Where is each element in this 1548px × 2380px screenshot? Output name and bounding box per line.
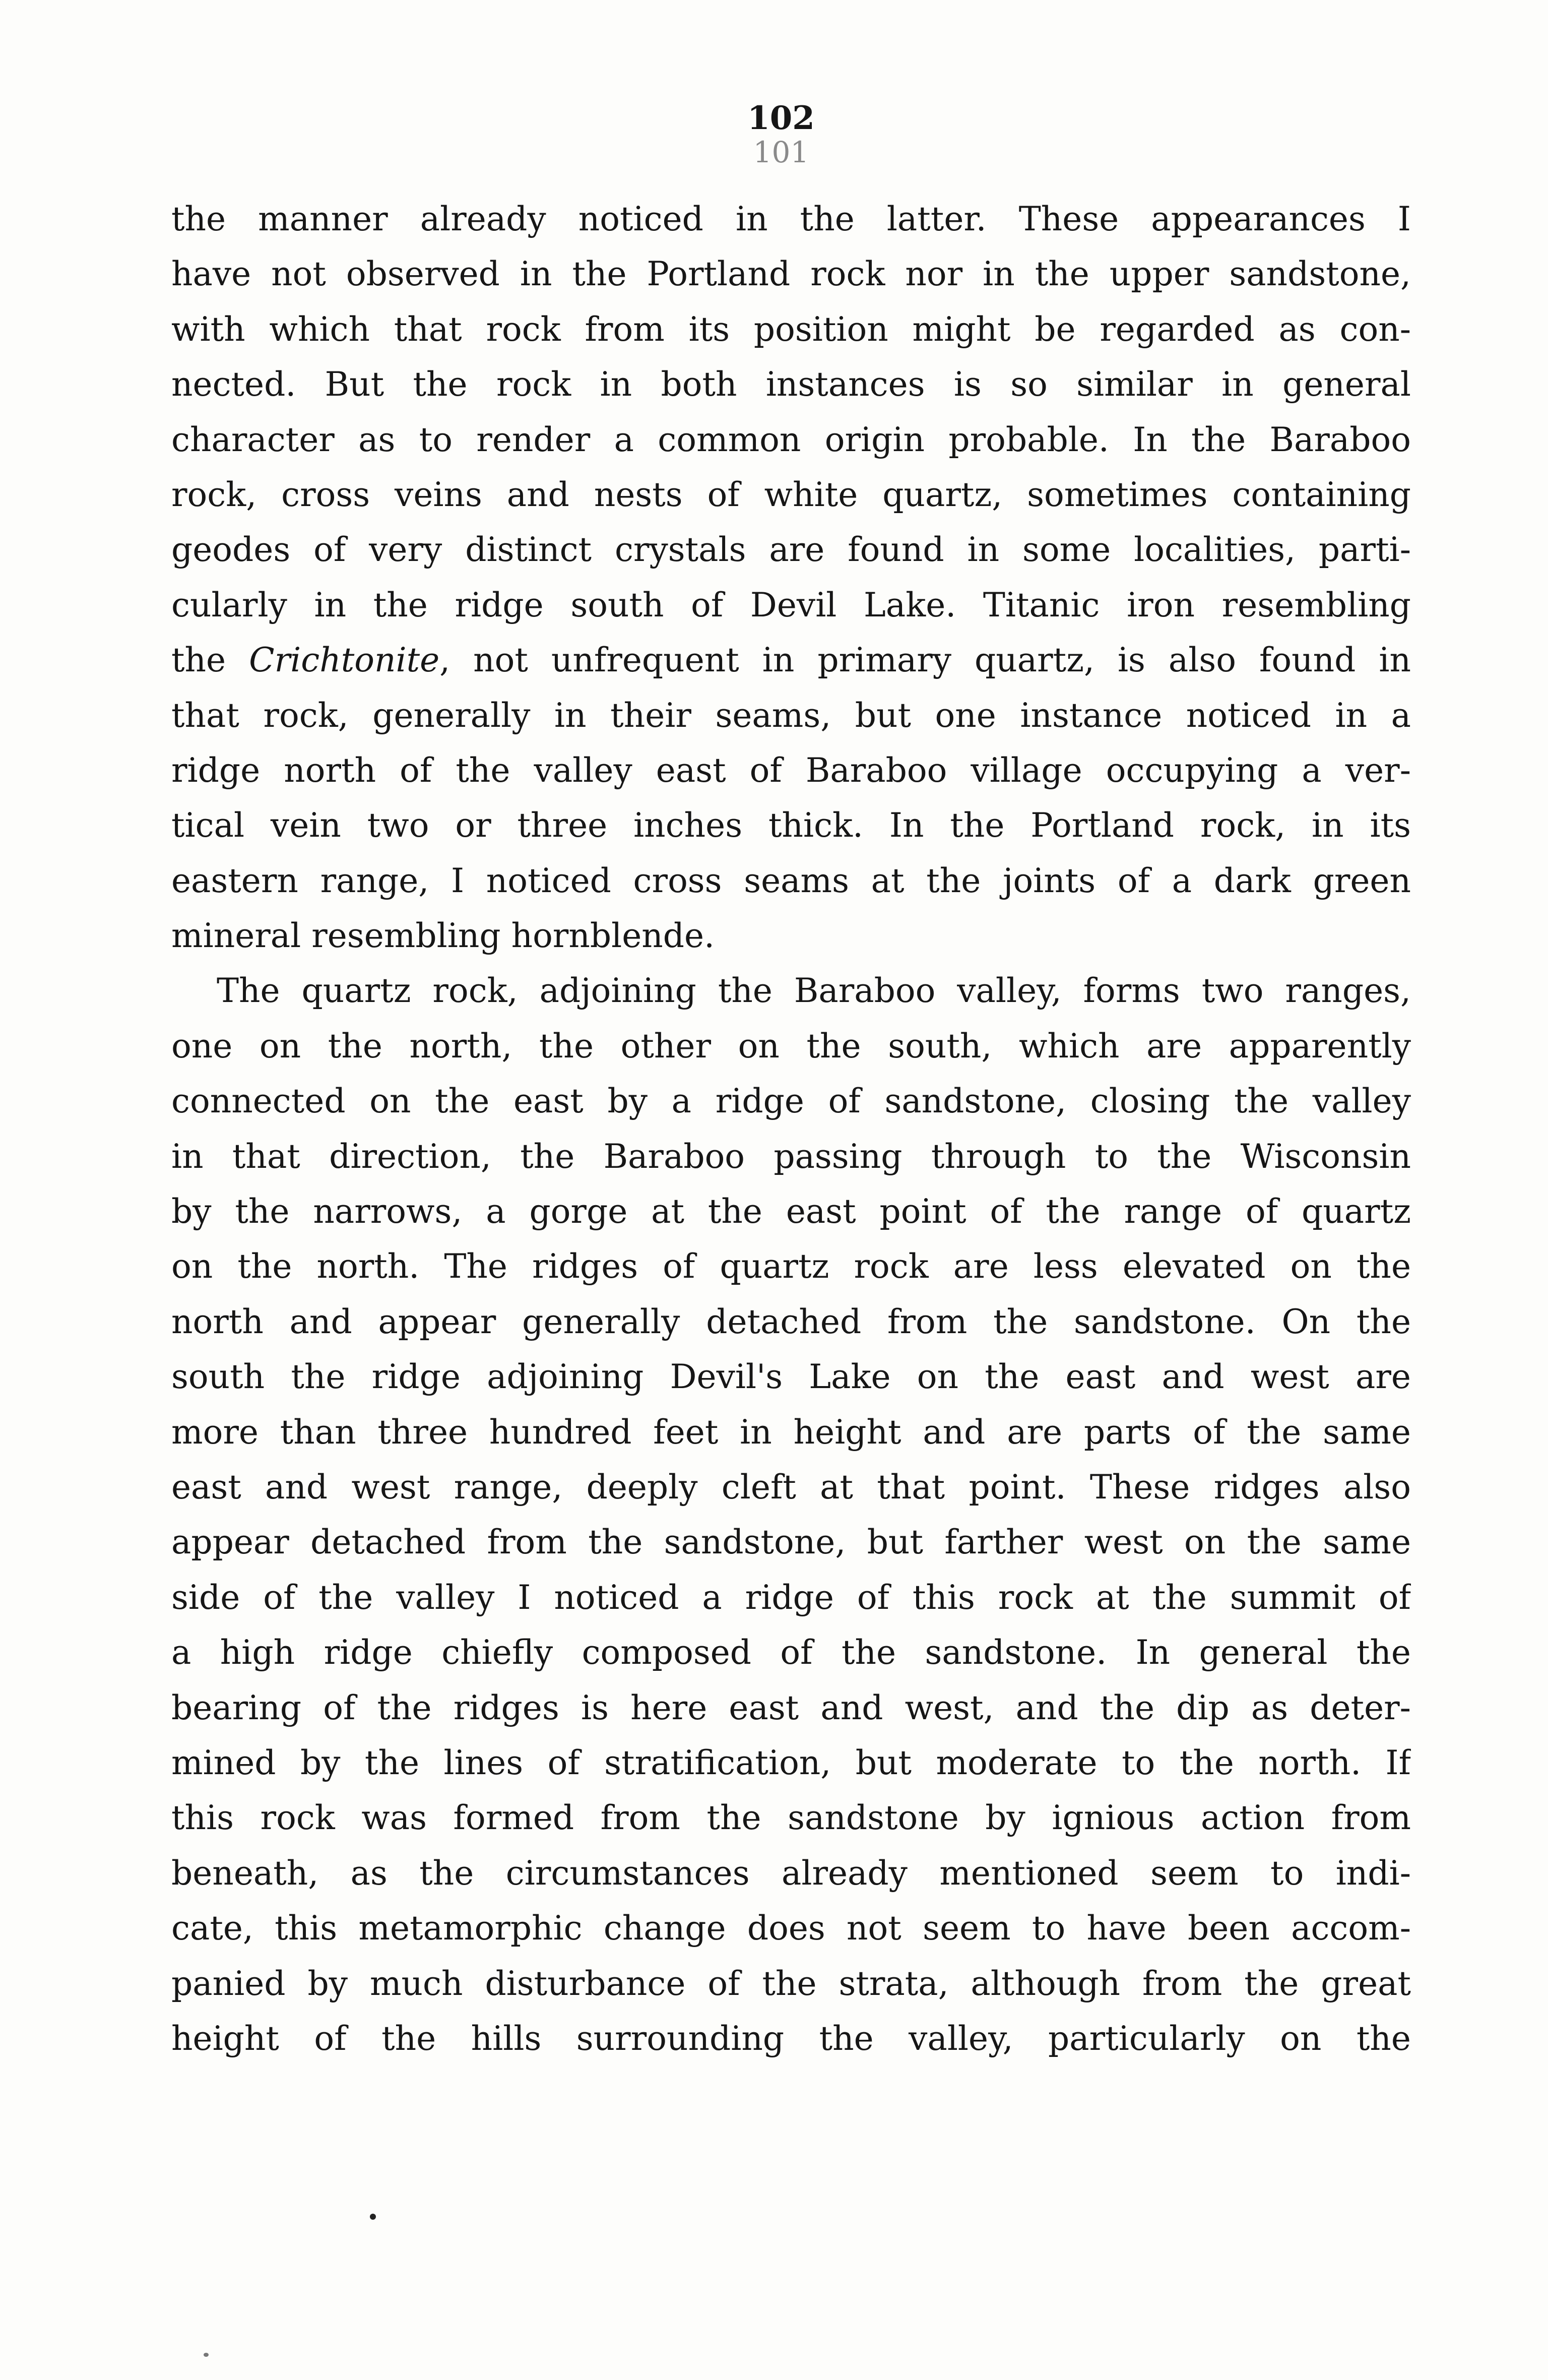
text-line: one on the north, the other on the south, which are apparently	[171, 1026, 1411, 1066]
text-line: panied by much disturbance of the strata, although from the great	[171, 1964, 1411, 2003]
text-line: eastern range, I noticed cross seams at the joints of a dark green	[171, 861, 1411, 900]
text-line: a high ridge chiefly composed of the sandstone. In general the	[171, 1633, 1411, 1672]
text-line: the manner already noticed in the latter. These appearances I	[171, 200, 1411, 238]
body-text	[171, 192, 1411, 2066]
text-line: cate, this metamorphic change does not seem to have been accom-	[171, 1909, 1411, 1948]
text-line: this rock was formed from the sandstone by ignious action from	[171, 1798, 1411, 1838]
text-line-mixed	[171, 633, 1411, 687]
text-line: bearing of the ridges is here east and west, and the dip as deter-	[171, 1688, 1411, 1727]
text-line: The quartz rock, adjoining the Baraboo valley, forms two ranges,	[217, 971, 1411, 1011]
text-line: south the ridge adjoining Devil's Lake on the east and west are	[171, 1357, 1411, 1397]
text-line: more than three hundred feet in height and are parts of the same	[171, 1412, 1411, 1452]
text-line: nected. But the rock in both instances is so similar in general	[171, 365, 1411, 404]
text-line: character as to render a common origin probable. In the Baraboo	[171, 420, 1411, 459]
text-line: tical vein two or three inches thick. In the Portland rock, in its	[171, 806, 1411, 845]
text-line: geodes of very distinct crystals are found in some localities, parti-	[171, 530, 1411, 570]
text-line: cularly in the ridge south of Devil Lake. Titanic iron resembling	[171, 585, 1411, 624]
text-line: appear detached from the sandstone, but farther west on the same	[171, 1523, 1411, 1562]
ink-speck	[370, 2214, 376, 2220]
paragraph-1	[171, 192, 1411, 963]
text-span: the	[171, 641, 249, 680]
text-line: east and west range, deeply cleft at that point. These ridges also	[171, 1467, 1411, 1507]
text-span: , not unfrequent in primary quartz, is also found in	[439, 641, 1411, 680]
page-number-show-through: 101	[753, 135, 809, 169]
text-line: in that direction, the Baraboo passing through to the Wisconsin	[171, 1137, 1411, 1176]
text-line: side of the valley I noticed a ridge of this rock at the summit of	[171, 1578, 1411, 1617]
italic-term: Crichtonite	[249, 641, 440, 680]
page-number: 102	[747, 99, 815, 137]
paragraph-2	[171, 963, 1411, 2066]
text-line: that rock, generally in their seams, but one instance noticed in a	[171, 696, 1411, 735]
text-line: ridge north of the valley east of Baraboo village occupying a ver-	[171, 750, 1411, 790]
text-line: mined by the lines of stratification, but moderate to the north. If	[171, 1743, 1411, 1782]
text-line: have not observed in the Portland rock nor in the upper sandstone,	[171, 255, 1411, 294]
text-line: on the north. The ridges of quartz rock are less elevated on the	[171, 1247, 1411, 1286]
text-line: connected on the east by a ridge of sandstone, closing the valley	[171, 1082, 1411, 1121]
text-line: mineral resembling hornblende.	[171, 916, 715, 956]
text-line: with which that rock from its position might be regarded as con-	[171, 309, 1411, 349]
text-line: height of the hills surrounding the valley, particularly on the	[171, 2019, 1411, 2058]
text-line: rock, cross veins and nests of white quartz, sometimes containing	[171, 475, 1411, 514]
ink-speck	[204, 2353, 209, 2357]
text-line: north and appear generally detached from the sandstone. On the	[171, 1302, 1411, 1341]
text-line: by the narrows, a gorge at the east point of the range of quartz	[171, 1192, 1411, 1231]
text-line: beneath, as the circumstances already mentioned seem to indi-	[171, 1853, 1411, 1893]
